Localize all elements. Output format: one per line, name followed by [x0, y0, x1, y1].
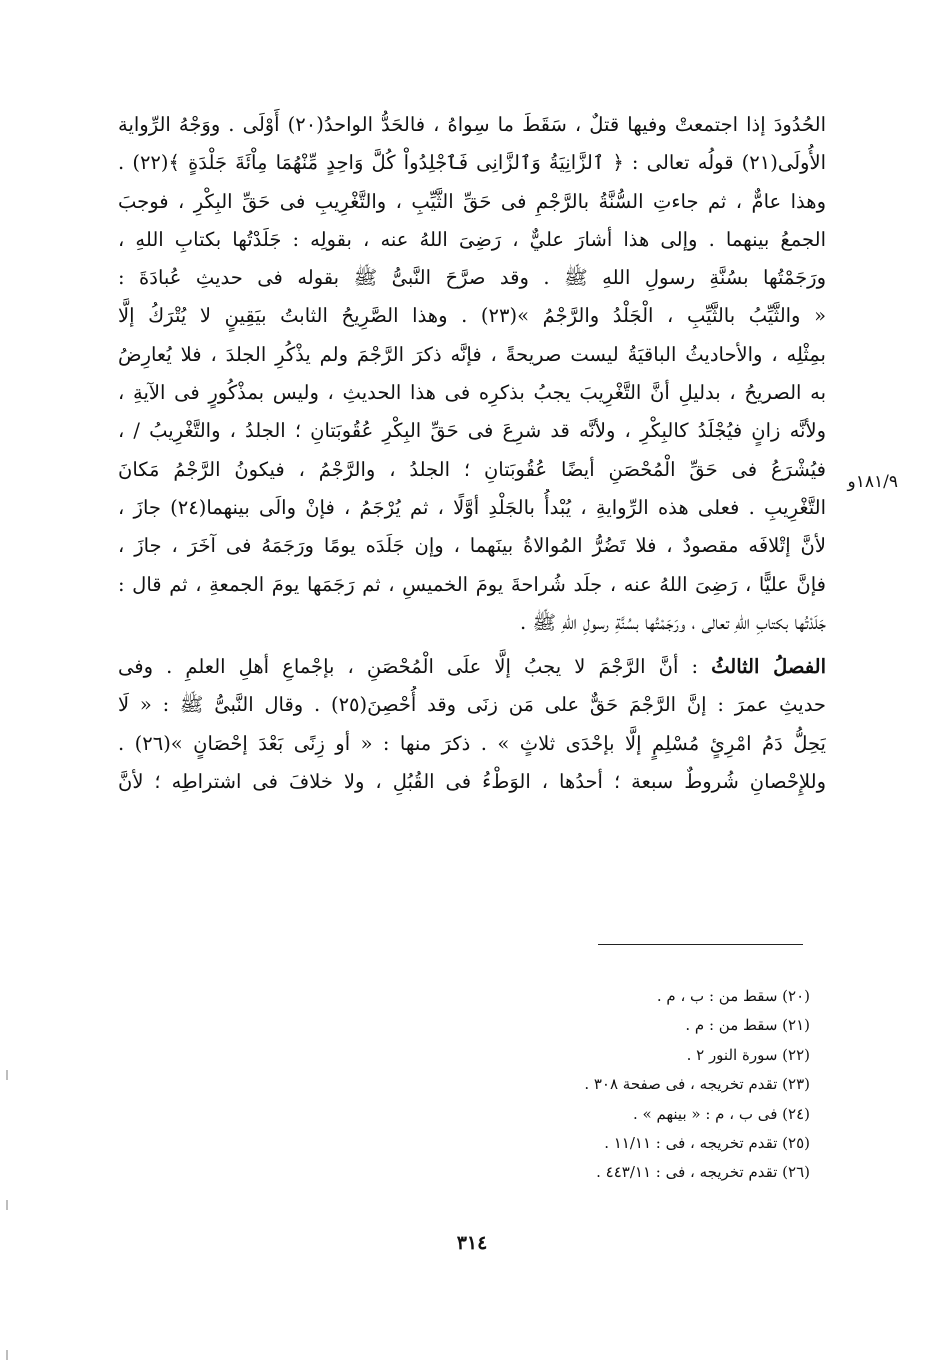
section-heading-text: : أنَّ الرَّجْمَ لا يجبُ إلَّا علَى الْمُحْصَنِ ، بإجْماعِ أهلِ العلمِ . وفى [118, 655, 712, 679]
text-line: وهذا عامٌّ ، ثم جاءتِ السُّنَّةُ بالرَّجْمِ فى حَقِّ الثَّيِّبِ ، والتَّغْرِيبِ فى حَقِّ البِكْرِ ، فوجبَ [118, 189, 826, 213]
scan-edge-mark [6, 1350, 8, 1360]
text-line: فيُشْرَعُ فى حَقِّ الْمُحْصَنِ أيضًا عُقُوبَتانِ ؛ الجلدُ ، والرَّجْمُ ، فيكونُ الرَّجْمُ مَكانَ [118, 457, 826, 481]
text-line: فإنَّ عليًّا ، رَضِىَ اللهُ عنه ، جلَد شُراحةَ يومَ الخميسِ ، ثم رَجَمَها يومَ الجمعةِ ، ثم قال : [118, 572, 826, 596]
text-line: الجمعُ بينهما . وإلى هذا أشارَ عليٌّ ، رَضِىَ اللهُ عنه ، بقولِه : جَلَدْتُها بكتابِ اللهِ ، [118, 227, 826, 251]
text-line: حديثِ عمرَ : إنَّ الرَّجْمَ حَقٌّ على مَن زنَى وقد أُحْصِنَ(٢٥) . وقال النَّبىُّ ﷺ : « لَا [118, 693, 826, 717]
section-heading-line [118, 648, 826, 686]
footnote: (٢٠) سقط من : ب ، م . [656, 987, 810, 1005]
scan-edge-mark [6, 1070, 8, 1080]
text-line: وللإِحْصانِ شُروطٌ سبعة ؛ أحدُها ، الوَطْءُ فى القُبُلِ ، ولا خلافَ فى اشتراطِه ؛ لأنَّ [118, 770, 826, 794]
footnote: (٢٦) تقدم تخريجه ، فى : ٤٤٣/١١ . [596, 1163, 810, 1182]
text-line: جَلَدْتُها بكتابِ اللهِ تعالى ، ورَجَمْتُها بسُنَّةِ رسولِ اللهِ ﷺ . [520, 610, 826, 634]
footnote: (٢٥) تقدم تخريجه ، فى : ١١/١١ . [604, 1133, 810, 1152]
scan-edge-mark [6, 1200, 8, 1210]
text-line: يَحِلُّ دَمُ امْرِئٍ مُسْلِمٍ إلَّا بإحْدَى ثلاثٍ » . ذكرَ منها : « أو زِنًى بَعْدَ إحْصَانٍ »(٢٦) . [118, 731, 826, 755]
text-line: ولأنَّه زانٍ فيُجْلَدُ كالبِكْرِ ، ولأنَّه قد شرِعَ فى حَقِّ البِكْرِ عُقُوبَتانِ ؛ الجلدُ ، والتَّغْرِيبُ / ، [118, 419, 826, 443]
footnotes [520, 982, 810, 1188]
text-line: « والثَّيِّبُ بالثَّيِّبِ ، الْجَلْدُ والرَّجْمُ »(٢٣) . وهذا الصَّرِيحُ الثابتُ بيَقِينٍ لا يُتْرَكُ إلَّا [118, 304, 826, 328]
page-number: ٣١٤ [456, 1232, 488, 1254]
section-heading: الفصلُ الثالثُ [711, 655, 826, 679]
footnote-divider [598, 944, 803, 945]
footnote: (٢١) سقط من : م . [685, 1016, 810, 1035]
text-line: بمِثْلِه ، والأحاديثُ الباقيَةُ ليست صريحةً ، فإنَّه ذكرَ الرَّجْمَ ولم يذْكُرِ الجلدَ ، فلا يُعارِضُ [118, 342, 826, 366]
footnote: (٢٣) تقدم تخريجه ، فى صفحة ٣٠٨ . [584, 1075, 810, 1094]
margin-reference: ١٨١/٩و [847, 472, 898, 492]
text-line: لأنَّ إتْلافَه مقصودٌ ، فلا تَضُرُّ المُوالاةُ بينَهما ، وإن جَلَدَه يومًا ورَجَمَهُ فى آخَرَ ، جازَ ، [118, 534, 826, 558]
main-text [118, 106, 826, 801]
footnote: (٢٢) سورة النور ٢ . [686, 1045, 810, 1064]
text-line: التَّغْرِيبِ . فعلى هذه الرِّوايةِ ، يُبْدأُ بالجَلْدِ أوَّلًا ، ثم يُرْجَمُ ، فإنْ والَى بينهما(٢٤) جازَ ، [118, 495, 826, 519]
text-line: به الصريحُ ، بدليلِ أنَّ التَّغْرِيبَ يجبُ بذكرِه فى هذا الحديثِ ، وليس بمذْكُورٍ فى الآيةِ ، [118, 381, 826, 405]
footnote: (٢٤) فى ب ، م : « بينهم » . [633, 1104, 810, 1123]
text-line: ورَجَمْتُها بسُنَّةِ رسولِ اللهِ ﷺ . وقد صرَّحَ النَّبىُّ ﷺ بقوله فى حديثِ عُبادَةَ : [118, 266, 826, 290]
text-line: الأُولَى(٢١) قولُه تعالى : ﴿ ٱلزَّانِيَةُ وَٱلزَّانِى فَٱجْلِدُواْ كُلَّ وَاحِدٍ مِّنْهُمَا مِاْئَةَ جَلْدَةٍ ﴾(٢٢) . [118, 151, 826, 175]
text-line: الحُدُودَ إذا اجتمعتْ وفيها قتلٌ ، سَقَطَ ما سِواهُ ، فالحَدُّ الواحدُ(٢٠) أَوْلَى . ووَجْهُ الرِّواية [118, 113, 826, 136]
